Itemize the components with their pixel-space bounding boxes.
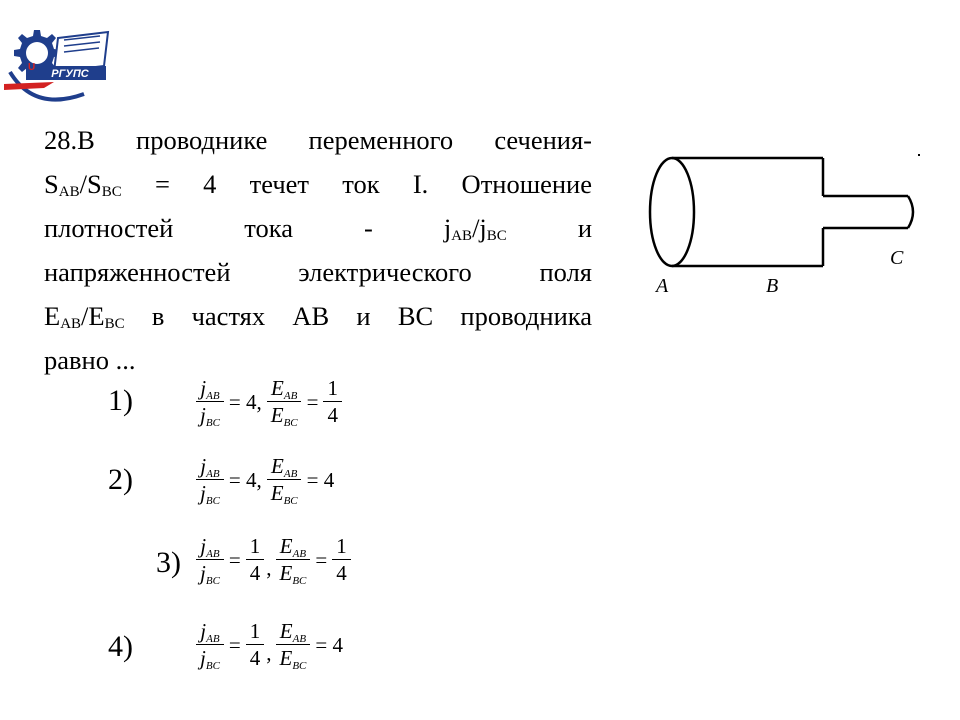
option-1-number[interactable]: 1) (108, 384, 133, 417)
question-line: 28.В проводнике переменного сечения- (44, 125, 592, 155)
question-text (44, 118, 592, 382)
option-2-formula[interactable]: $\frac{j_{AB}}{j_{BC}}$ = 4, $\frac{E_{AB}}{E_{BC}}$ = 4 (194, 453, 337, 506)
option-4-formula[interactable]: $\frac{j_{AB}}{j_{BC}}$ = $\frac{1}{4}$ , $\frac{E_{AB}}{E_{BC}}$ = 4 (194, 618, 346, 671)
question-line: плотностей тока - $j_{AB}/j_{BC}$ и (44, 213, 593, 244)
question-line: $S_{AB}/S_{BC} = 4$ течет ток I. Отношение (44, 169, 592, 200)
question-line: напряженностей электрического поля (44, 257, 592, 287)
option-2-number[interactable]: 2) (108, 463, 133, 496)
option-4-number[interactable]: 4) (108, 630, 133, 663)
label-b: B (766, 275, 779, 297)
gear-book-logo-icon (4, 22, 114, 112)
label-c: C (890, 247, 904, 269)
question-line: $E_{AB}/E_{BC}$ в частях AB и BC проводника (44, 301, 592, 332)
option-1-formula[interactable]: $\frac{j_{AB}}{j_{BC}}$ = 4, $\frac{E_{AB}}{E_{BC}}$ = $\frac{1}{4}$ (194, 375, 344, 428)
svg-text:РГУПС: РГУПС (51, 68, 89, 80)
question-line: равно ... (44, 345, 136, 375)
conductor-figure (620, 150, 930, 300)
university-logo (4, 22, 114, 112)
label-a: A (656, 275, 669, 297)
option-3-formula[interactable]: $\frac{j_{AB}}{j_{BC}}$ = $\frac{1}{4}$ , $\frac{E_{AB}}{E_{BC}}$ = $\frac{1}{4}$ (194, 533, 353, 586)
svg-text:U: U (28, 62, 36, 73)
option-3-number[interactable]: 3) (156, 546, 181, 579)
